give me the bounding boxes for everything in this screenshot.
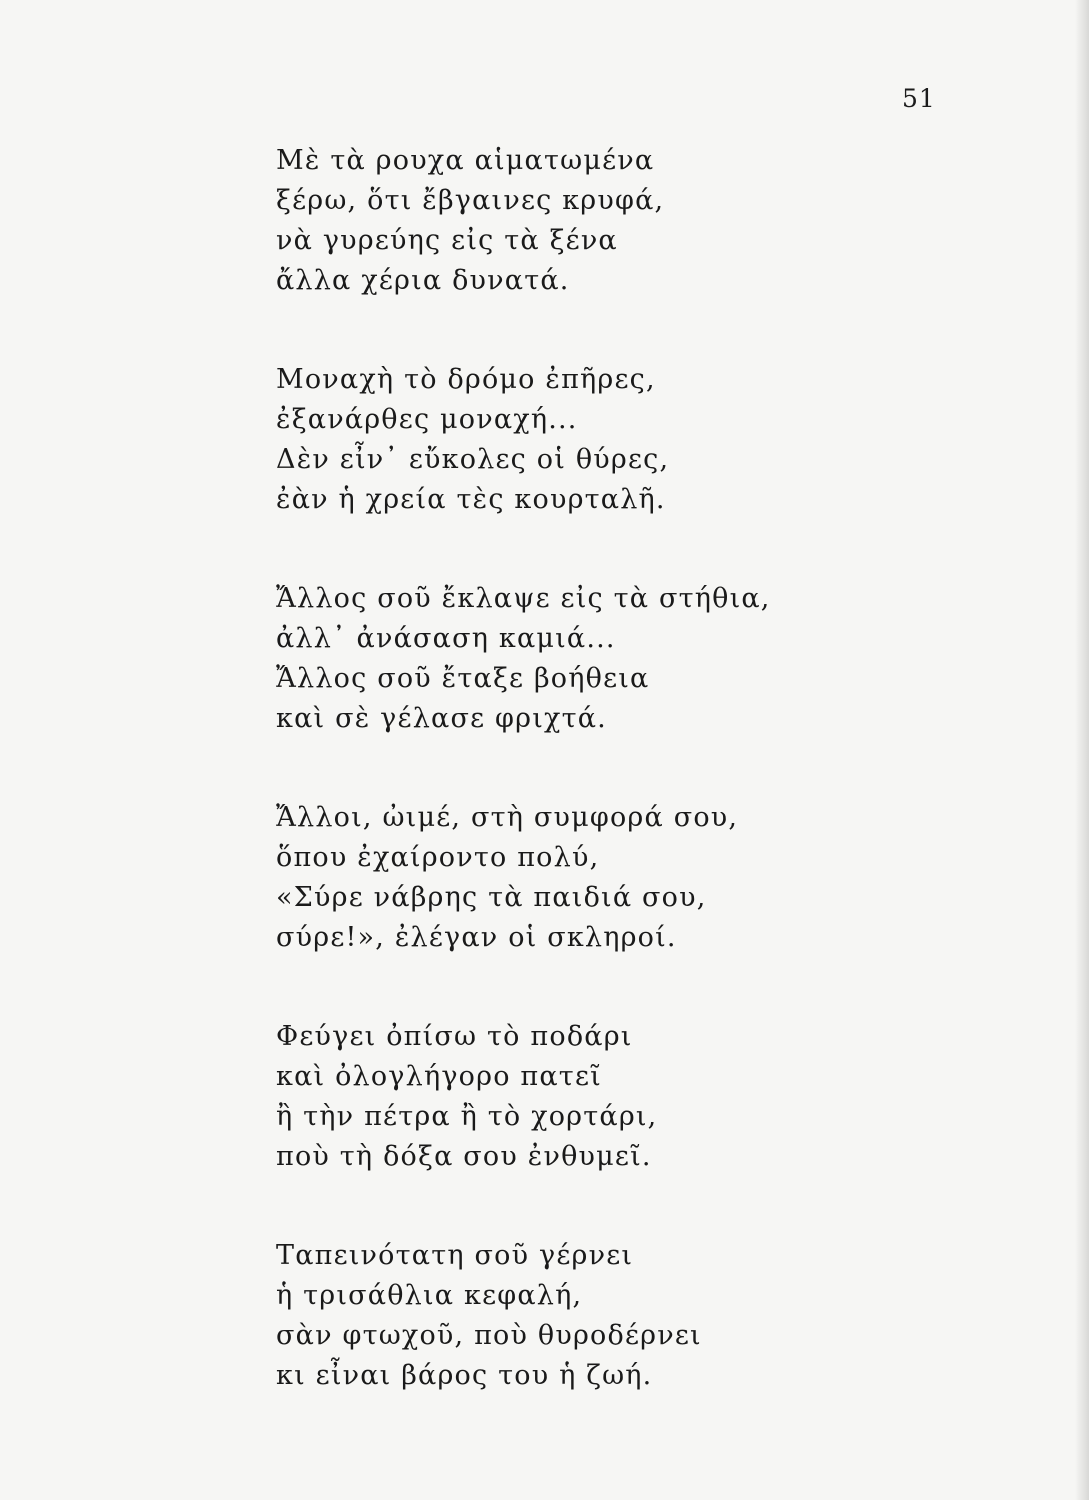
stanza bbox=[276, 141, 976, 301]
poem-text bbox=[276, 141, 976, 1455]
poem-line: ποὺ τὴ δόξα σου ἐνθυμεῖ. bbox=[276, 1141, 652, 1172]
poem-line: ἀλλ᾽ ἀνάσαση καμιά... bbox=[276, 623, 616, 654]
poem-line: ἐὰν ἡ χρεία τὲς κουρταλῆ. bbox=[276, 484, 666, 515]
poem-line: Ἄλλος σοῦ ἔκλαψε εἰς τὰ στήθια, bbox=[276, 583, 771, 614]
stanza bbox=[276, 798, 976, 958]
poem-line: κι εἶναι βάρος του ἡ ζωή. bbox=[276, 1360, 653, 1391]
poem-line: Μοναχὴ τὸ δρόμο ἐπῆρες, bbox=[276, 364, 656, 395]
poem-line: ὅπου ἐχαίροντο πολύ, bbox=[276, 842, 600, 873]
poem-line: σύρε!», ἐλέγαν οἱ σκληροί. bbox=[276, 922, 677, 953]
poem-line: Δὲν εἶν᾽ εὔκολες οἱ θύρες, bbox=[276, 444, 670, 475]
poem-line: ἐξανάρθες μοναχή... bbox=[276, 404, 578, 435]
poem-line: ἄλλα χέρια δυνατά. bbox=[276, 265, 570, 296]
stanza bbox=[276, 360, 976, 520]
page-edge-shadow bbox=[1075, 0, 1089, 1500]
poem-line: ἢ τὴν πέτρα ἢ τὸ χορτάρι, bbox=[276, 1101, 658, 1132]
poem-line: Ἄλλοι, ὠιμέ, στὴ συμφορά σου, bbox=[276, 802, 739, 833]
poem-line: Μὲ τὰ ρουχα αἱματωμένα bbox=[276, 145, 655, 176]
poem-line: καὶ ὀλογλήγορο πατεῖ bbox=[276, 1061, 602, 1092]
stanza bbox=[276, 1017, 976, 1177]
poem-line: σὰν φτωχοῦ, ποὺ θυροδέρνει bbox=[276, 1320, 702, 1351]
page-number: 51 bbox=[902, 84, 936, 113]
stanza bbox=[276, 579, 976, 739]
poem-line: ἡ τρισάθλια κεφαλή, bbox=[276, 1280, 583, 1311]
stanza bbox=[276, 1236, 976, 1396]
poem-line: ξέρω, ὅτι ἔβγαινες κρυφά, bbox=[276, 185, 665, 216]
poem-line: νὰ γυρεύης εἰς τὰ ξένα bbox=[276, 225, 618, 256]
poem-line: Ταπεινότατη σοῦ γέρνει bbox=[276, 1240, 634, 1271]
poem-line: Ἄλλος σοῦ ἔταξε βοήθεια bbox=[276, 663, 650, 694]
poem-line: καὶ σὲ γέλασε φριχτά. bbox=[276, 703, 607, 734]
poem-line: Φεύγει ὀπίσω τὸ ποδάρι bbox=[276, 1021, 633, 1052]
poem-line: «Σύρε νάβρης τὰ παιδιά σου, bbox=[276, 882, 707, 913]
